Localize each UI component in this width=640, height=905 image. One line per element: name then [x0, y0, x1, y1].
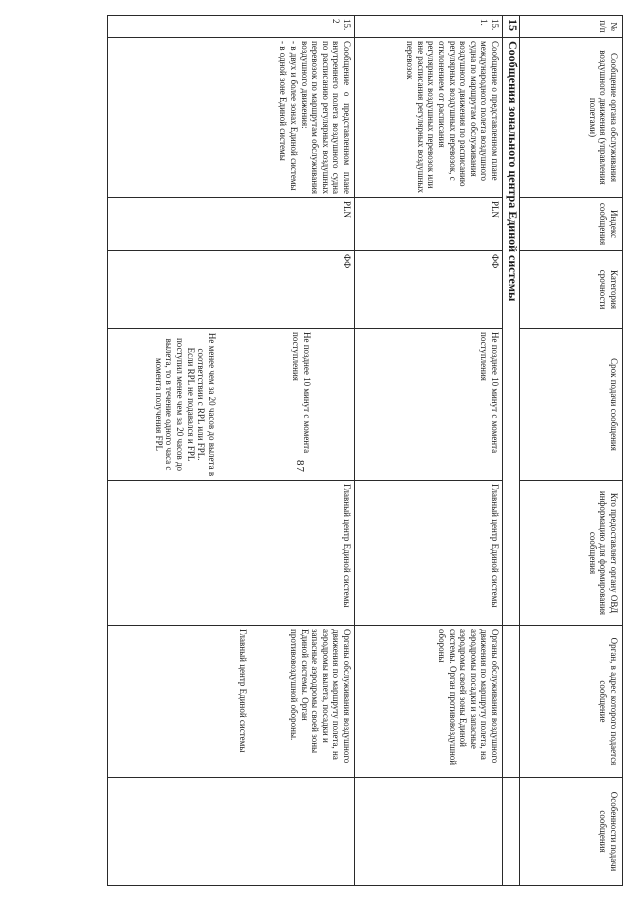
header-message: Сообщение органа обслуживания воздушного движения (управления полетами)	[520, 38, 623, 198]
row-urgency: ФФ	[355, 251, 503, 329]
section-title: Сообщения зонального центра Единой системы	[503, 38, 520, 626]
row-message	[108, 38, 355, 198]
row-provider: Главный центр Единой системы	[355, 481, 503, 626]
row-addressee	[108, 626, 355, 778]
row-addressee-text: Органы обслуживания воздушного движения по маршруту полета, на аэродромы вылета, посадки и запасные аэродромы своей зоны Единой системы. Орган противовоздушной обороны.	[289, 629, 352, 764]
page-number: 87	[294, 460, 306, 473]
header-provider: Кто предоставляет органу ОВД информацию для формирования сообщения	[520, 481, 623, 626]
header-num: № п/п	[520, 16, 623, 38]
row-features	[108, 778, 355, 886]
row-deadline	[108, 329, 355, 481]
section-row	[503, 16, 520, 886]
header-deadline: Срок подачи сообщения	[520, 329, 623, 481]
row-message-item: - в двух и более зонах Единой системы	[289, 41, 300, 191]
section-number: 15	[503, 16, 520, 38]
section-empty-cell	[503, 778, 520, 886]
row-deadline-text: Если RPL не подавался и FPL поступил менее чем за 20 часов до вылета, то в течение одного часа с момента получения FPL	[153, 337, 196, 472]
row-number: 15.1.	[355, 16, 503, 38]
row-deadline-text: Не менее чем за 20 часов до вылета в соответствии с RPL или FPL.	[196, 332, 217, 477]
header-addressee: Орган, в адрес которого подается сообщение	[520, 626, 623, 778]
row-message-text: Сообщение о представленном плане внутреннего полета воздушного судна по расписанию регулярных воздушных перевозок по маршрутам обслуживания воздушного движения:	[299, 41, 352, 194]
row-urgency: ФФ	[108, 251, 355, 329]
row-index: PLN	[355, 198, 503, 251]
header-index: Индекс сообщения	[520, 198, 623, 251]
header-urgency: Категория срочности	[520, 251, 623, 329]
table-row	[355, 16, 503, 886]
table-row	[108, 16, 355, 886]
row-deadline-text: Не позднее 10 минут с момента поступления	[291, 332, 312, 454]
message-table	[107, 15, 623, 886]
row-index: PLN	[108, 198, 355, 251]
document-sheet	[108, 15, 623, 885]
row-message-item: - в одной зоне Единой системы	[278, 41, 289, 161]
section-empty-cell	[503, 626, 520, 778]
row-deadline: Не позднее 10 минут с момента поступления	[355, 329, 503, 481]
table-header-row	[520, 16, 623, 886]
row-features	[355, 778, 503, 886]
row-message: Сообщение о представленном плане международного полета воздушного судна по маршрутам обслуживания воздушного движения по расписанию регулярных воздушных перевозок, с отклонением от расписания регулярных воздушных перевозок или вне расписания регулярных воздушных перевозок	[355, 38, 503, 198]
row-number: 15.2	[108, 16, 355, 38]
row-addressee: Органы обслуживания воздушного движения по маршруту полета, на аэродромы посадки и запасные аэродромы своей зоны Единой системы. Орган противовоздушной обороны	[355, 626, 503, 778]
header-features: Особенности подачи сообщения	[520, 778, 623, 886]
row-addressee-text: Главный центр Единой системы	[238, 629, 249, 753]
row-provider: Главный центр Единой системы	[108, 481, 355, 626]
